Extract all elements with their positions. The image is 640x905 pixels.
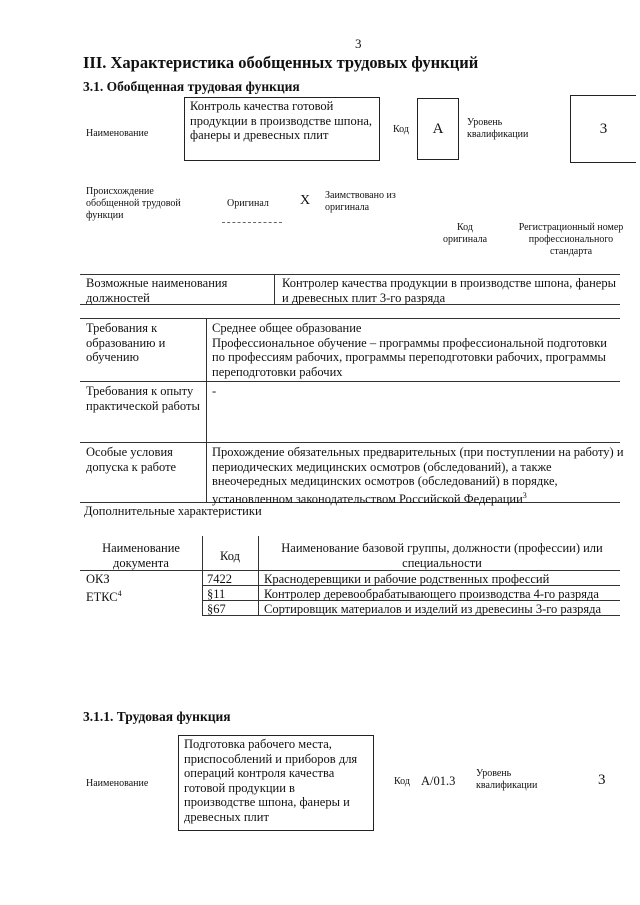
gtf-name-box [184,97,380,161]
positions-label: Возможные наименования должностей [86,276,228,305]
positions-divider [274,274,275,304]
add-divider-2 [258,536,259,616]
page-number: 3 [355,36,362,51]
req-education-label: Требования к образованию и обучению [86,321,166,364]
req-education-value: Среднее общее образование Профессиональное обучение – программы профессиональной подготовки по профессиям рабочих, программы переподготовки рабочих, программы переподготовки рабочих [212,321,607,379]
add-row-1-doc-text: ОКЗ [86,572,110,586]
tf-name-box [178,735,374,831]
add-row-2-code: §11 [207,587,226,601]
origin-code-label: Код оригинала [442,222,488,245]
add-row-2-doc-footnote: 4 [117,589,122,598]
req-divider [206,318,207,502]
positions-value: Контролер качества продукции в производстве шпона, фанеры и древесных плит 3-го разряда [282,276,616,305]
gtf-heading: 3.1. Обобщенная трудовая функция [83,79,300,94]
tf-name-value: Подготовка рабочего места, приспособлений и приборов для операций контроля качества готовой продукции в производстве шпона, фанеры и древесных плит [184,737,358,824]
add-row-1-name: Краснодеревщики и рабочие родственных профессий [264,572,550,586]
req-conditions-text: Прохождение обязательных предварительных (при поступлении на работу) и периодических медицинских осмотров (обследований), а также внеочередных медицинских осмотров (обследований) в порядке, установленном законодательством Российской Федерации [212,445,624,506]
tf-name-label: Наименование [86,778,149,789]
add-col-code: Код [220,549,240,563]
gtf-level-box [570,95,636,163]
gtf-code-label: Код [393,124,409,135]
add-col-name: Наименование базовой группы, должности (профессии) или специальности [281,541,603,570]
add-row-1-code: 7422 [207,572,232,586]
positions-top-line [80,274,620,275]
origin-divider [222,222,282,223]
tf-level-label: Уровень квалификации [476,768,538,791]
gtf-name-value: Контроль качества готовой продукции в производстве шпона, фанеры и древесных плит [190,99,373,142]
additional-heading: Дополнительные характеристики [84,504,262,518]
tf-code-value: A/01.3 [421,774,456,788]
origin-original-label: Оригинал [227,198,269,209]
add-row-2-name: Контролер деревообрабатывающего производства 4-го разряда [264,587,599,601]
req-conditions-label: Особые условия допуска к работе [86,445,177,474]
req-conditions-value [212,445,627,506]
section-title: III. Характеристика обобщенных трудовых функций [83,53,479,72]
tf-heading: 3.1.1. Трудовая функция [83,709,231,724]
req-top-line [80,318,620,319]
origin-mark: X [300,193,311,208]
gtf-level-label: Уровень квалификации [467,117,529,140]
add-row-3-name: Сортировщик материалов и изделий из древесины 3-го разряда [264,602,602,616]
req-conditions-footnote: 3 [522,490,527,500]
gtf-name-label: Наименование [86,128,149,139]
gtf-code-value: A [432,120,444,137]
origin-reg-number-label: Регистрационный номер профессионального стандарта [518,222,624,257]
req-line-2 [80,442,620,443]
origin-label: Происхождение обобщенной трудовой функции [86,186,181,221]
add-divider-1 [202,536,203,616]
add-row-1-doc [86,572,110,587]
origin-borrowed-label: Заимствовано из оригинала [325,190,396,213]
add-row-2-doc [86,587,122,605]
add-row-2-doc-text: ЕТКС [86,590,118,605]
gtf-level-value: 3 [599,120,608,137]
tf-level-value: 3 [598,772,606,788]
req-experience-label: Требования к опыту практической работы [86,384,200,413]
req-experience-value: - [212,384,217,398]
req-line-1 [80,381,620,382]
gtf-code-box [417,98,459,160]
tf-code-label: Код [394,776,410,787]
add-col-doc: Наименование документа [102,541,180,570]
add-header-line [80,570,620,571]
add-row-3-code: §67 [207,602,226,616]
